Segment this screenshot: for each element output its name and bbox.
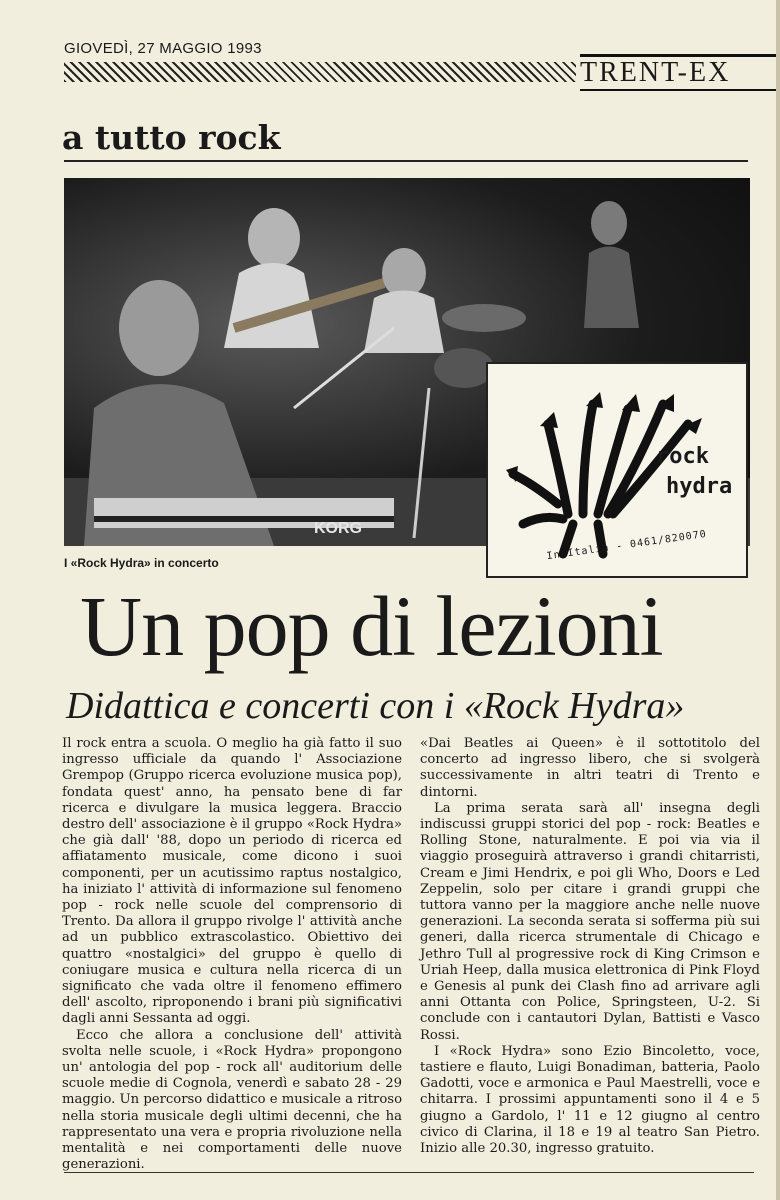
article-column-left	[62, 736, 402, 1173]
paragraph: Ecco che allora a conclusione dell' attività svolta nelle scuole, i «Rock Hydra» propongono un' antologia del pop - rock all' auditorium delle scuole medie di Cognola, venerdì e sabato 28 - 29 maggio. Un percorso didattico e musicale a ritroso nella storia musicale degli ultimi decenni, che ha rappresentato una vera e propria rivoluzione nella mentalità e nei comportamenti delle nuove generazioni.	[62, 1027, 403, 1173]
svg-text:KORG: KORG	[314, 520, 362, 537]
headline: Un pop di lezioni	[80, 578, 663, 674]
page-edge	[776, 0, 780, 1200]
dateline: GIOVEDÌ, 27 MAGGIO 1993	[64, 40, 262, 57]
logo-word-hydra: hydra	[666, 474, 733, 499]
paragraph: Il rock entra a scuola. O meglio ha già fatto il suo ingresso ufficiale da quando l' Associazione Grempop (Gruppo ricerca evoluzione musica pop), fondata quest' anno, ha pensato bene di far ricerca e divulgare la musica leggera. Braccio destro dell' associazione è il gruppo «Rock Hydra» che già dall' '88, dopo un periodo di ricerca ed affiatamento musicale, come dicono i suoi componenti, per un acutissimo raptus nostalgico, ha iniziato l' attività di informazione sul fenomeno pop - rock nelle scuole del comprensorio di Trento. Da allora il gruppo rivolge l' attività anche ad un pubblico extrascolastico. Obiettivo dei quattro «nostalgici» del gruppo è quello di coniugare musica e cultura nella ricerca di un significato che vada oltre il fenomeno effimero dell' ascolto, riproponendo i brani più significativi dagli anni Sessanta ad oggi.	[62, 736, 402, 1027]
article-column-right	[420, 736, 760, 1157]
header-hatch-band	[64, 62, 576, 82]
paragraph: «Dai Beatles ai Queen» è il sottotitolo del concerto ad ingresso libero, che si svolgerà successivamente in altri teatri di Trento e dintorni.	[420, 736, 760, 800]
section-rule	[64, 160, 748, 162]
subheadline: Didattica e concerti con i «Rock Hydra»	[66, 685, 685, 727]
logo-word-rock: rock	[656, 444, 709, 469]
paragraph: I «Rock Hydra» sono Ezio Bincoletto, voce, tastiere e flauto, Luigi Bonadiman, batteria, Paolo Gadotti, voce e armonica e Paul Maestrelli, voce e chitarra. I prossimi appuntamenti sono il 4 e 5 giugno a Gardolo, l' 11 e 12 giugno al centro civico di Clarina, il 18 e 19 al teatro San Pietro. Inizio alle 20.30, ingresso gratuito.	[420, 1043, 760, 1157]
masthead: TRENT-EX	[580, 54, 780, 91]
bottom-rule	[64, 1172, 754, 1173]
paragraph: La prima serata sarà all' insegna degli indiscussi gruppi storici del pop - rock: Beatles e Rolling Stone, naturalmente. E poi via via il viaggio proseguirà attraverso i grandi chitarristi, Cream e Jimi Hendrix, e poi gli Who, Doors e Led Zeppelin, solo per citare i grandi gruppi che tuttora vanno per la maggiore anche nelle nuove generazioni. La seconda serata si sofferma più sui generi, dalla ricerca strumentale di Chicago e Jethro Tull al progressive rock di King Crimson e Uriah Heep, dalla musica elettronica di Pink Floyd e Genesis al punk dei Clash fino ad arrivare agli anni Ottanta con Police, Springsteen, U-2. Si conclude con i cantautori Dylan, Battisti e Vasco Rossi.	[420, 800, 760, 1043]
section-title: a tutto rock	[62, 118, 281, 157]
logo-phone: In-Italia - 0461/820070	[546, 528, 708, 563]
rock-hydra-logo	[486, 362, 748, 578]
photo-caption: I «Rock Hydra» in concerto	[64, 556, 219, 570]
